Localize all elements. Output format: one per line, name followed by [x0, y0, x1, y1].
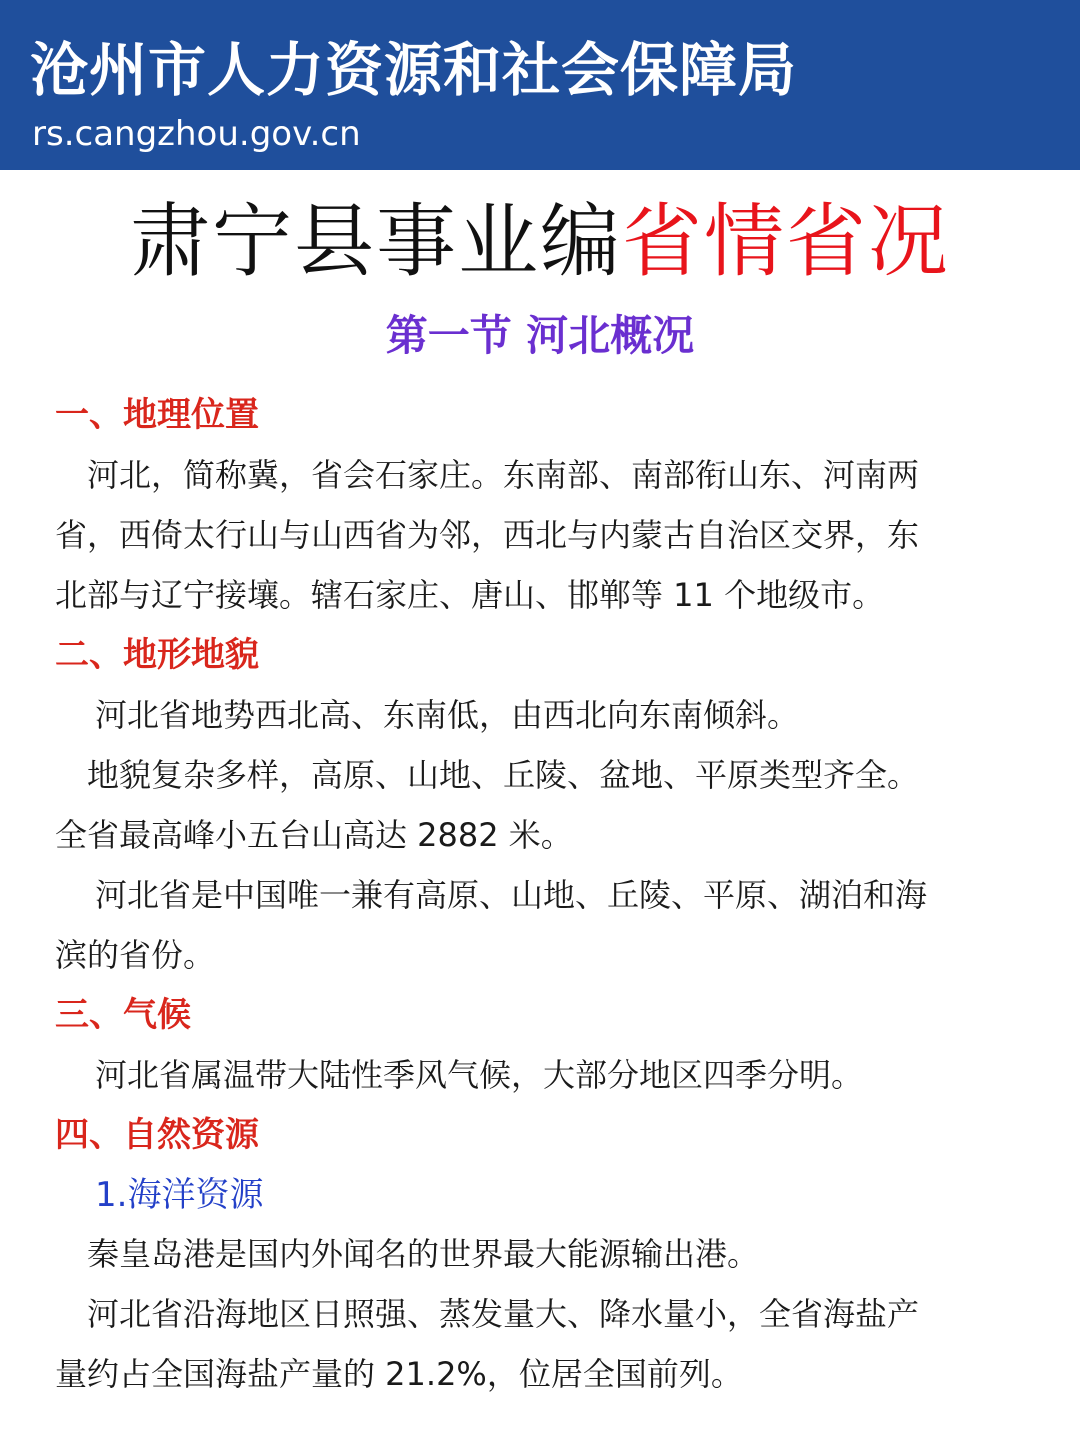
text-line: 河北，简称冀，省会石家庄。东南部、南部衔山东、河南两: [87, 456, 920, 494]
page-title-red: 省情省况: [622, 195, 950, 288]
text-line: 量约占全国海盐产量的 21.2%，位居全国前列。: [55, 1355, 743, 1393]
page-title-black: 肃宁县事业编: [130, 195, 622, 288]
site-url[interactable]: rs.cangzhou.gov.cn: [32, 114, 361, 154]
heading-terrain: 二、地形地貌: [55, 635, 259, 675]
paragraph-resources: [55, 1224, 1025, 1404]
text-line: 河北省是中国唯一兼有高原、山地、丘陵、平原、湖泊和海: [95, 876, 928, 914]
org-name: 沧州市人力资源和社会保障局: [30, 36, 798, 104]
site-header: [0, 0, 1080, 170]
text-line: 河北省地势西北高、东南低，由西北向东南倾斜。: [95, 696, 800, 734]
heading-climate: 三、气候: [55, 995, 191, 1035]
subheading-ocean-resources: 1.海洋资源: [95, 1175, 264, 1215]
heading-location: 一、地理位置: [55, 395, 259, 435]
section-title: 第一节 河北概况: [385, 311, 695, 360]
text-line: 河北省属温带大陆性季风气候，大部分地区四季分明。: [95, 1056, 864, 1094]
text-line: 省，西倚太行山与山西省为邻，西北与内蒙古自治区交界，东: [55, 516, 920, 554]
text-line: 秦皇岛港是国内外闻名的世界最大能源输出港。: [87, 1235, 760, 1273]
page-title: [0, 192, 1080, 292]
heading-resources: 四、自然资源: [55, 1115, 259, 1155]
text-line: 地貌复杂多样，高原、山地、丘陵、盆地、平原类型齐全。: [87, 756, 920, 794]
text-line: 滨的省份。: [55, 936, 216, 974]
text-line: 河北省沿海地区日照强、蒸发量大、降水量小，全省海盐产: [87, 1295, 920, 1333]
paragraph-location: [55, 445, 1025, 625]
paragraph-climate: [55, 1045, 1025, 1105]
text-line: 全省最高峰小五台山高达 2882 米。: [55, 816, 573, 854]
text-line: 北部与辽宁接壤。辖石家庄、唐山、邯郸等 11 个地级市。: [55, 576, 885, 614]
paragraph-terrain: [55, 685, 1025, 985]
